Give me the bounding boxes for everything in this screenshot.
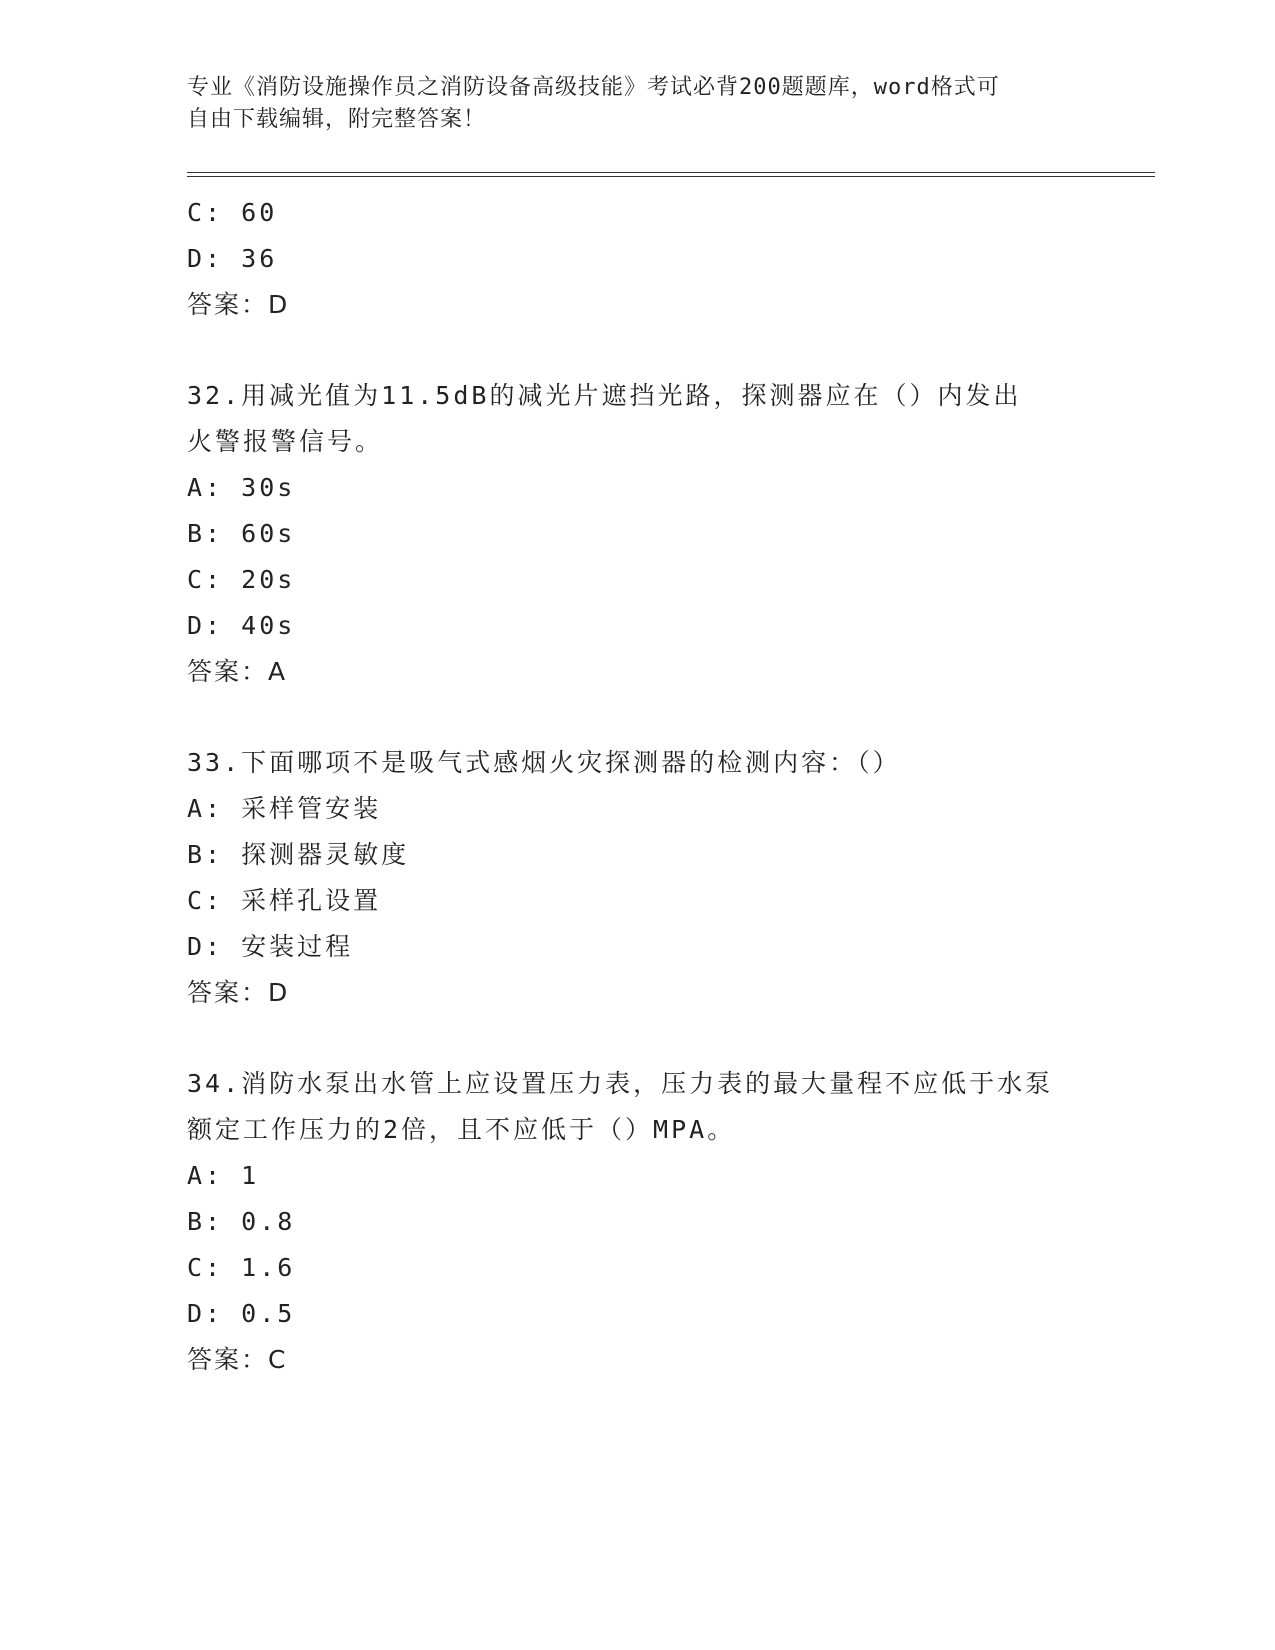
option-d: D: 0.5 [187, 1299, 296, 1328]
option-c: C: 20s [187, 565, 296, 594]
spacer [187, 328, 1087, 373]
option-c: C: 60 [187, 198, 278, 227]
header-divider-bottom [187, 176, 1155, 177]
question-33 [187, 740, 1087, 1016]
header-line-1: 专业《消防设施操作员之消防设备高级技能》考试必背200题题库，word格式可 [187, 75, 1000, 100]
option-c: C: 采样孔设置 [187, 886, 382, 915]
answer-line: 答案：A [187, 657, 288, 686]
question-text: 34.消防水泵出水管上应设置压力表，压力表的最大量程不应低于水泵额定工作压力的2倍，且不应低于（）MPA。 [187, 1069, 1054, 1144]
option-b: B: 60s [187, 519, 296, 548]
question-list [187, 190, 1087, 1383]
spacer [187, 1016, 1087, 1061]
option-a: A: 采样管安装 [187, 794, 382, 823]
answer-line: 答案：D [187, 978, 290, 1007]
option-d: D: 36 [187, 244, 278, 273]
question-34 [187, 1061, 1087, 1383]
option-a: A: 30s [187, 473, 296, 502]
previous-question-tail [187, 190, 1087, 328]
option-a: A: 1 [187, 1161, 260, 1190]
question-32 [187, 373, 1087, 695]
answer-line: 答案：D [187, 290, 290, 319]
option-d: D: 40s [187, 611, 296, 640]
spacer [187, 695, 1087, 740]
header-line-2: 自由下载编辑，附完整答案！ [187, 107, 487, 132]
option-c: C: 1.6 [187, 1253, 296, 1282]
option-d: D: 安装过程 [187, 932, 354, 961]
question-text: 33.下面哪项不是吸气式感烟火灾探测器的检测内容：（） [187, 748, 901, 777]
option-b: B: 0.8 [187, 1207, 296, 1236]
question-text: 32.用减光值为11.5dB的减光片遮挡光路，探测器应在（）内发出火警报警信号。 [187, 381, 1022, 456]
header-divider-top [187, 172, 1155, 173]
option-b: B: 探测器灵敏度 [187, 840, 410, 869]
answer-line: 答案：C [187, 1345, 288, 1374]
page-header [187, 72, 1067, 136]
